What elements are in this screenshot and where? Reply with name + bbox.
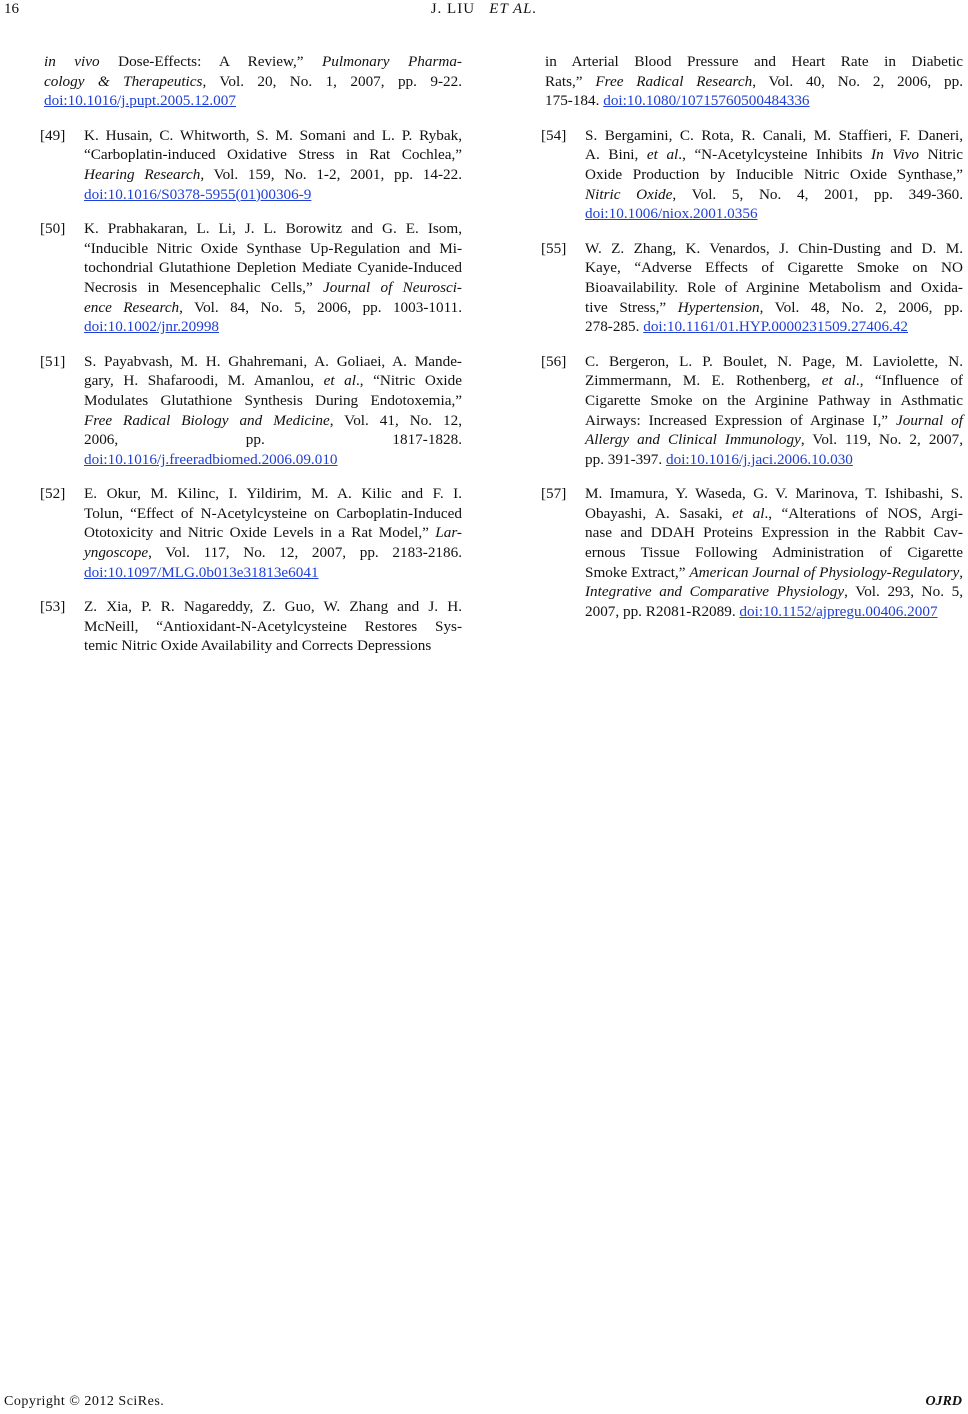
reference-entry: [40, 52, 462, 111]
reference-number: [56]: [541, 352, 567, 370]
reference-text: tive Stress,”: [585, 298, 678, 316]
reference-line: [44, 52, 462, 72]
reference-line: [545, 91, 963, 111]
reference-text: ., “Nitric Oxide: [355, 372, 462, 390]
reference-text: Zimmermann, M. E. Rothenberg,: [585, 372, 822, 390]
doi-link[interactable]: doi:10.1016/j.freeradbiomed.2006.09.010: [84, 450, 338, 468]
reference-text: A. Bini,: [585, 146, 647, 164]
reference-number: [49]: [40, 126, 66, 144]
reference-text: Rats,”: [545, 72, 596, 90]
reference-number: [55]: [541, 239, 567, 257]
doi-link[interactable]: doi:10.1016/j.jaci.2006.10.030: [666, 450, 853, 468]
reference-line: [585, 430, 963, 450]
reference-text: S. Bergamini, C. Rota, R. Canali, M. Staffieri, F. Daneri,: [585, 126, 963, 144]
reference-line: [84, 450, 462, 470]
reference-entry: [40, 597, 462, 656]
reference-text: Modulates Glutathione Synthesis During Endotoxemia,”: [84, 391, 462, 409]
reference-text: K. Prabhakaran, L. Li, J. L. Borowitz and G. E. Isom,: [84, 220, 462, 238]
reference-line: [84, 617, 462, 637]
reference-number: [51]: [40, 352, 66, 370]
reference-italic-text: Lar-: [435, 524, 462, 542]
reference-text: “Inducible Nitric Oxide Synthase Up-Regulation and Mi-: [84, 239, 462, 257]
reference-text: , Vol. 293, No. 5,: [844, 583, 964, 601]
reference-line: [585, 411, 963, 431]
reference-italic-text: Allergy and Clinical Immunology: [585, 431, 801, 449]
reference-line: [585, 298, 963, 318]
reference-text: M. Imamura, Y. Waseda, G. V. Marinova, T. Ishibashi, S.: [585, 485, 963, 503]
reference-line: [84, 317, 462, 337]
reference-text: W. Z. Zhang, K. Venardos, J. Chin-Dusting and D. M.: [585, 239, 963, 257]
reference-line: [44, 72, 462, 92]
reference-line: [585, 204, 963, 224]
reference-italic-text: American Journal of Physiology-Regulatory: [689, 563, 960, 581]
reference-line: [84, 504, 462, 524]
reference-line: [585, 145, 963, 165]
reference-entry: [541, 52, 963, 111]
reference-line: [84, 145, 462, 165]
reference-text: Oxide Production by Inducible Nitric Oxide Synthase,”: [585, 165, 963, 183]
reference-text: Bioavailability. Role of Arginine Metabolism and Oxida-: [585, 278, 963, 296]
reference-line: [84, 278, 462, 298]
reference-line: [585, 543, 963, 563]
doi-link[interactable]: doi:10.1016/S0378-5955(01)00306-9: [84, 185, 312, 203]
reference-italic-text: et al: [323, 372, 356, 390]
reference-text: Obayashi, A. Sasaki,: [585, 504, 733, 522]
reference-line: [84, 298, 462, 318]
doi-link[interactable]: doi:10.1161/01.HYP.0000231509.27406.42: [643, 318, 909, 336]
reference-text: K. Husain, C. Whitworth, S. M. Somani and L. P. Rybak,: [84, 126, 462, 144]
reference-italic-text: Free Radical Biology and Medicine: [84, 411, 330, 429]
reference-italic-text: Free Radical Research: [595, 72, 753, 90]
reference-text: , Vol. 48, No. 2, 2006, pp.: [759, 298, 963, 316]
reference-text: , Vol. 20, No. 1, 2007, pp. 9-22.: [202, 72, 462, 90]
reference-line: [84, 185, 462, 205]
reference-italic-text: In Vivo: [871, 146, 919, 164]
reference-line: [84, 165, 462, 185]
reference-line: [585, 278, 963, 298]
reference-line: [585, 239, 963, 259]
reference-entry: [40, 126, 462, 204]
reference-text: Kaye, “Adverse Effects of Cigarette Smoke on NO: [585, 259, 963, 277]
reference-line: [585, 352, 963, 372]
reference-text: ., “Alterations of NOS, Argi-: [764, 504, 963, 522]
reference-text: C. Bergeron, L. P. Boulet, N. Page, M. Laviolette, N.: [585, 352, 963, 370]
reference-line: [585, 185, 963, 205]
reference-entry: [40, 219, 462, 337]
reference-text: , Vol. 84, No. 5, 2006, pp. 1003-1011.: [179, 298, 462, 316]
reference-line: [84, 391, 462, 411]
reference-text: 278-285.: [585, 318, 644, 336]
reference-line: [585, 484, 963, 504]
reference-italic-text: et al: [821, 372, 856, 390]
reference-text: “Carboplatin-induced Oxidative Stress in Rat Cochlea,”: [84, 146, 462, 164]
reference-text: gary, H. Shafaroodi, M. Amanlou,: [84, 372, 324, 390]
reference-text: nase and DDAH Proteins Expression in the Rabbit Cav-: [585, 524, 963, 542]
reference-text: Dose-Effects: A Review,”: [99, 53, 323, 70]
reference-italic-text: et al: [646, 146, 679, 164]
page-number: 16: [4, 1, 19, 17]
reference-text: Smoke Extract,”: [585, 563, 690, 581]
running-head: [0, 1, 968, 18]
reference-line: [84, 239, 462, 259]
reference-number: [54]: [541, 126, 567, 144]
reference-line: [84, 430, 462, 450]
reference-number: [50]: [40, 220, 66, 238]
reference-text: Tolun, “Effect of N-Acetylcysteine on Carboplatin-Induced: [84, 504, 462, 522]
reference-line: [84, 126, 462, 146]
reference-line: [585, 523, 963, 543]
reference-entry: [541, 239, 963, 337]
reference-line: [84, 597, 462, 617]
doi-link[interactable]: doi:10.1016/j.pupt.2005.12.007: [44, 92, 236, 110]
reference-entry: [40, 352, 462, 470]
reference-text: 2007, pp. R2081-R2089.: [585, 602, 740, 620]
reference-entry: [541, 126, 963, 224]
reference-text: tochondrial Glutathione Depletion Mediate Cyanide-Induced: [84, 259, 462, 277]
reference-column-right: [541, 52, 963, 636]
reference-line: [84, 371, 462, 391]
reference-line: [585, 563, 963, 583]
reference-line: [84, 219, 462, 239]
reference-column-left: [40, 52, 462, 671]
reference-text: ., “N-Acetylcysteine Inhibits: [678, 146, 872, 164]
running-head-et-al: ET AL.: [489, 1, 538, 17]
reference-line: [84, 484, 462, 504]
reference-text: , Vol. 41, No. 12,: [329, 411, 462, 429]
reference-line: [585, 391, 963, 411]
reference-italic-text: Pulmonary Pharma-: [322, 53, 462, 70]
reference-italic-text: et al: [732, 504, 765, 522]
reference-line: [84, 411, 462, 431]
reference-italic-text: Integrative and Comparative Physiology: [585, 583, 845, 601]
reference-text: , Vol. 119, No. 2, 2007,: [800, 431, 964, 449]
reference-text: , Vol. 40, No. 2, 2006, pp.: [752, 72, 963, 90]
reference-line: [585, 317, 963, 337]
reference-italic-text: Hearing Research: [84, 165, 201, 183]
reference-line: [84, 543, 462, 563]
reference-line: [585, 504, 963, 524]
reference-line: [84, 352, 462, 372]
reference-italic-text: in vivo: [44, 53, 100, 70]
doi-link[interactable]: doi:10.1002/jnr.20998: [84, 318, 220, 336]
reference-entry: [541, 484, 963, 621]
reference-line: [84, 563, 462, 583]
doi-link[interactable]: doi:10.1080/10715760500484336: [603, 92, 810, 110]
reference-line: [585, 582, 963, 602]
doi-link[interactable]: doi:10.1006/niox.2001.0356: [585, 205, 758, 223]
reference-text: Ototoxicity and Nitric Oxide Levels in a Rat Model,”: [84, 524, 436, 542]
reference-text: pp. 391-397.: [585, 450, 666, 468]
reference-text: in Arterial Blood Pressure and Heart Rate in Diabetic: [545, 53, 963, 70]
reference-line: [84, 523, 462, 543]
reference-text: 2006, pp. 1817-1828.: [84, 431, 462, 449]
reference-text: 175-184.: [545, 92, 604, 110]
reference-text: S. Payabvash, M. H. Ghahremani, A. Goliaei, A. Mande-: [84, 352, 462, 370]
reference-text: Necrosis in Mesencephalic Cells,”: [84, 278, 323, 296]
reference-text: ,: [959, 563, 963, 581]
reference-italic-text: Nitric Oxide: [585, 185, 673, 203]
reference-text: Airways: Increased Expression of Arginase I,”: [585, 411, 896, 429]
reference-line: [545, 72, 963, 92]
reference-line: [585, 450, 963, 470]
reference-line: [585, 165, 963, 185]
footer-journal: OJRD: [925, 1394, 962, 1409]
reference-line: [84, 258, 462, 278]
reference-line: [545, 52, 963, 72]
reference-text: temic Nitric Oxide Availability and Corrects Depressions: [84, 637, 432, 655]
reference-text: ., “Influence of: [855, 372, 963, 390]
reference-text: Nitric: [918, 146, 963, 164]
reference-line: [585, 602, 963, 622]
reference-number: [52]: [40, 485, 66, 503]
reference-text: , Vol. 159, No. 1-2, 2001, pp. 14-22.: [200, 165, 462, 183]
footer-copyright: Copyright © 2012 SciRes.: [4, 1394, 165, 1409]
doi-link[interactable]: doi:10.1152/ajpregu.00406.2007: [739, 602, 938, 620]
reference-line: [585, 258, 963, 278]
running-head-authors: J. LIU: [430, 1, 476, 17]
reference-italic-text: yngoscope: [84, 544, 149, 562]
reference-number: [57]: [541, 485, 567, 503]
reference-italic-text: Journal of Neurosci-: [323, 278, 462, 296]
reference-italic-text: ence Research: [84, 298, 180, 316]
doi-link[interactable]: doi:10.1097/MLG.0b013e31813e6041: [84, 563, 319, 581]
reference-text: E. Okur, M. Kilinc, I. Yildirim, M. A. Kilic and F. I.: [84, 485, 462, 503]
reference-text: , Vol. 117, No. 12, 2007, pp. 2183-2186.: [148, 544, 462, 562]
reference-italic-text: Journal of: [895, 411, 963, 429]
reference-line: [44, 91, 462, 111]
reference-text: Z. Xia, P. R. Nagareddy, Z. Guo, W. Zhang and J. H.: [84, 598, 462, 616]
reference-italic-text: Hypertension: [677, 298, 760, 316]
reference-entry: [40, 484, 462, 582]
reference-text: ernous Tissue Following Administration of Cigarette: [585, 544, 963, 562]
reference-line: [84, 636, 462, 656]
reference-text: Cigarette Smoke on the Arginine Pathway in Asthmatic: [585, 391, 963, 409]
reference-text: , Vol. 5, No. 4, 2001, pp. 349-360.: [672, 185, 964, 203]
reference-italic-text: cology & Therapeutics: [44, 72, 203, 90]
reference-text: McNeill, “Antioxidant-N-Acetylcysteine Restores Sys-: [84, 617, 462, 635]
reference-line: [585, 126, 963, 146]
reference-number: [53]: [40, 598, 66, 616]
reference-entry: [541, 352, 963, 470]
reference-line: [585, 371, 963, 391]
